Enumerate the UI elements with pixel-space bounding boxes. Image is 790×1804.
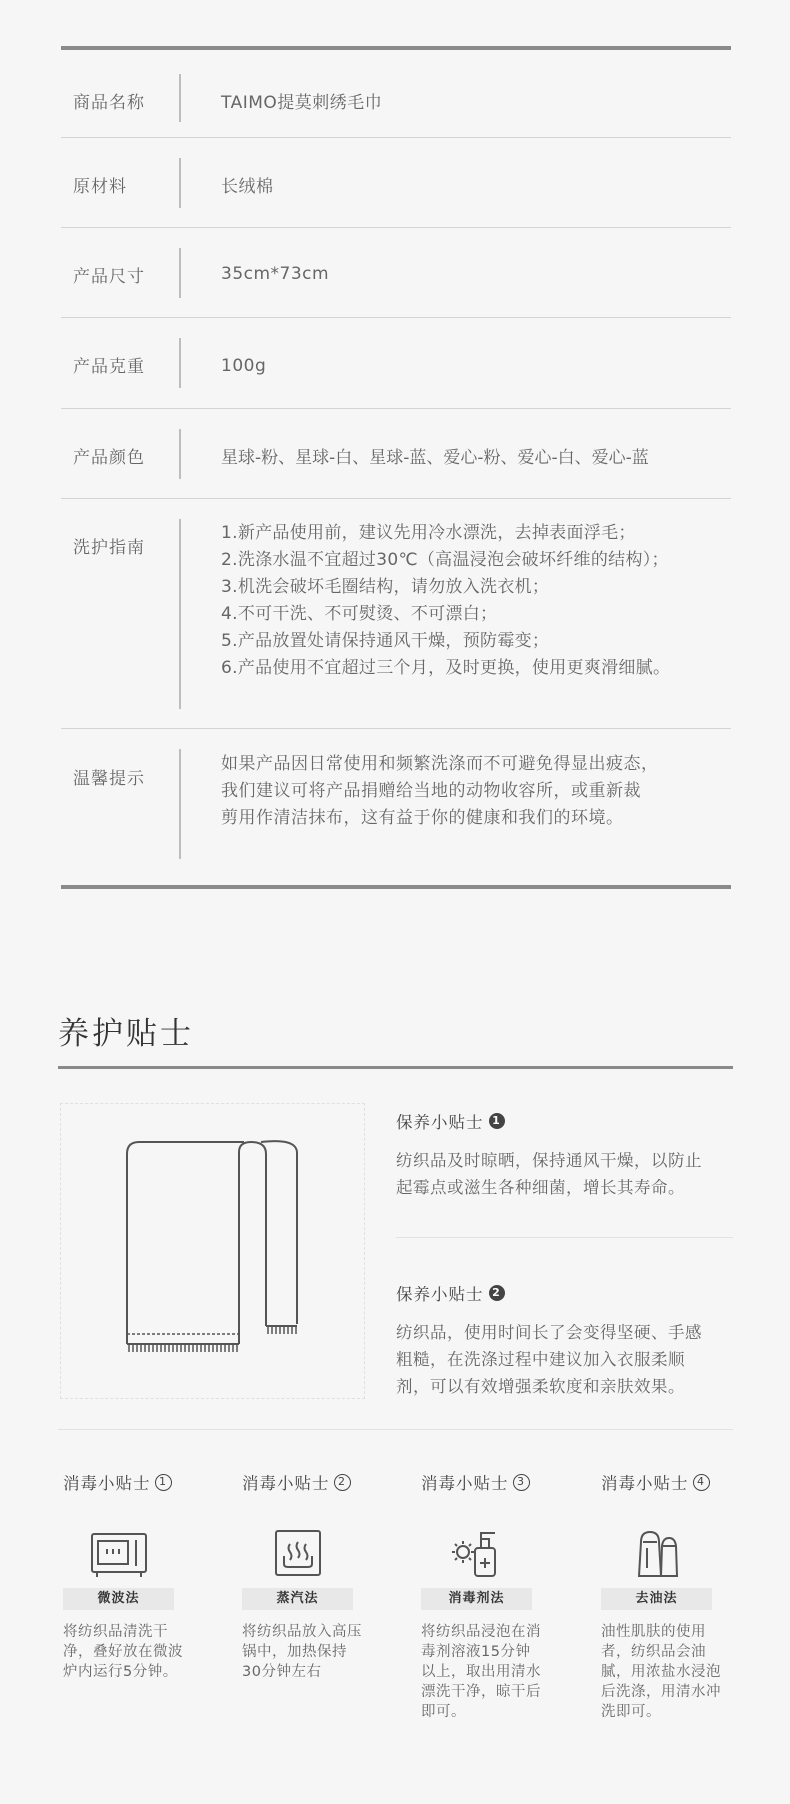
tip-number-badge: 2 (489, 1285, 505, 1301)
salt-shaker-icon (627, 1528, 687, 1580)
warm-tip-line: 剪用作清洁抹布，这有益于你的健康和我们的环境。 (221, 808, 624, 828)
spec-label: 温馨提示 (73, 769, 145, 789)
care-tip-2 (396, 1281, 736, 1400)
spec-row-name (61, 50, 731, 138)
spec-row-material (61, 138, 731, 228)
disinfect-tip-title: 消毒小贴士 (63, 1474, 151, 1493)
care-section-title: 养护贴士 (58, 1016, 194, 1052)
circled-number: 1 (155, 1474, 172, 1491)
disinfect-line: 腻，用浓盐水浸泡 (601, 1664, 721, 1680)
spec-label: 原材料 (73, 177, 127, 197)
care-tip-title: 保养小贴士 (396, 1113, 484, 1132)
care-tip-1 (396, 1109, 736, 1201)
disinfect-line: 毒剂溶液15分钟 (421, 1644, 531, 1660)
disinfect-line: 将纺织品放入高压 (242, 1624, 362, 1640)
warm-tip-line: 我们建议可将产品捐赠给当地的动物收容所，或重新裁 (221, 781, 641, 801)
towel-illustration-frame (60, 1103, 365, 1399)
method-tag: 去油法 (601, 1588, 712, 1610)
disinfect-tip-3 (421, 1470, 591, 1720)
spec-separator (179, 519, 181, 709)
disinfect-tip-title: 消毒小贴士 (242, 1474, 330, 1493)
disinfect-line: 即可。 (421, 1704, 466, 1720)
disinfect-line: 漂洗干净，晾干后 (421, 1684, 541, 1700)
method-tag: 蒸汽法 (242, 1588, 353, 1610)
care-tip-line: 粗糙，在洗涤过程中建议加入衣服柔顺 (396, 1350, 685, 1369)
disinfect-line: 后洗涤，用清水冲 (601, 1684, 721, 1700)
spec-row-color (61, 409, 731, 499)
care-title-rule (58, 1066, 733, 1069)
disinfect-line: 洗即可。 (601, 1704, 661, 1720)
disinfect-tip-1 (63, 1470, 233, 1680)
spec-row-warm-tip (61, 729, 731, 885)
spec-separator (179, 248, 181, 298)
spec-separator (179, 74, 181, 122)
tip-divider (396, 1237, 733, 1238)
disinfect-line: 将纺织品清洗干 (63, 1624, 168, 1640)
circled-number: 3 (513, 1474, 530, 1491)
method-tag: 微波法 (63, 1588, 174, 1610)
spec-row-care-guide (61, 499, 731, 729)
spec-label: 产品克重 (73, 357, 145, 377)
spec-label: 商品名称 (73, 93, 145, 113)
care-guide-line: 6.产品使用不宜超过三个月，及时更换，使用更爽滑细腻。 (221, 658, 671, 678)
spec-value: 星球-粉、星球-白、星球-蓝、爱心-粉、爱心-白、爱心-蓝 (221, 448, 649, 468)
disinfectant-icon (447, 1528, 507, 1580)
warm-tip-lines (221, 751, 659, 832)
disinfect-tip-title: 消毒小贴士 (601, 1474, 689, 1493)
microwave-icon (89, 1528, 149, 1580)
disinfect-line: 将纺织品浸泡在消 (421, 1624, 541, 1640)
care-guide-line: 1.新产品使用前，建议先用冷水漂洗，去掉表面浮毛； (221, 523, 636, 543)
disinfect-line: 锅中，加热保持 (242, 1644, 347, 1660)
spec-row-size (61, 228, 731, 318)
disinfect-line: 30分钟左右 (242, 1664, 322, 1680)
method-tag: 消毒剂法 (421, 1588, 532, 1610)
circled-number: 2 (334, 1474, 351, 1491)
spec-separator (179, 338, 181, 388)
disinfect-line: 炉内运行5分钟。 (63, 1664, 178, 1680)
spec-label: 产品颜色 (73, 448, 145, 468)
care-guide-lines (221, 520, 670, 682)
care-tip-line: 剂，可以有效增强柔软度和亲肤效果。 (396, 1377, 685, 1396)
spec-label: 洗护指南 (73, 538, 145, 558)
disinfect-tip-title: 消毒小贴士 (421, 1474, 509, 1493)
spec-value: 100g (221, 356, 267, 376)
care-guide-line: 3.机洗会破坏毛圈结构，请勿放入洗衣机； (221, 577, 550, 597)
disinfect-line: 净，叠好放在微波 (63, 1644, 183, 1660)
warm-tip-line: 如果产品因日常使用和频繁洗涤而不可避免得显出疲态， (221, 754, 659, 774)
care-guide-line: 4.不可干洗、不可熨烫、不可漂白； (221, 604, 498, 624)
spec-separator (179, 158, 181, 208)
care-tip-line: 纺织品及时晾晒，保持通风干燥，以防止 (396, 1151, 702, 1170)
disinfect-tip-2 (242, 1470, 412, 1680)
disinfect-line: 油性肌肤的使用 (601, 1624, 706, 1640)
care-divider (58, 1429, 733, 1430)
care-guide-line: 2.洗涤水温不宜超过30℃（高温浸泡会破坏纤维的结构）； (221, 550, 669, 570)
care-tip-title: 保养小贴士 (396, 1285, 484, 1304)
spec-value: 35cm*73cm (221, 264, 330, 284)
care-tip-line: 纺织品，使用时间长了会变得坚硬、手感 (396, 1323, 702, 1342)
care-tip-line: 起霉点或滋生各种细菌，增长其寿命。 (396, 1178, 685, 1197)
spec-row-weight (61, 318, 731, 409)
spec-value: 长绒棉 (221, 177, 274, 197)
tip-number-badge: 1 (489, 1113, 505, 1129)
towel-illustration (61, 1104, 366, 1400)
spec-separator (179, 749, 181, 859)
towel-fringe (129, 1326, 296, 1352)
disinfect-line: 以上，取出用清水 (421, 1664, 541, 1680)
circled-number: 4 (693, 1474, 710, 1491)
steam-icon (268, 1528, 328, 1580)
spec-table (61, 46, 731, 828)
spec-label: 产品尺寸 (73, 267, 145, 287)
care-guide-line: 5.产品放置处请保持通风干燥，预防霉变； (221, 631, 550, 651)
disinfect-tip-4 (601, 1470, 771, 1720)
disinfect-line: 者，纺织品会油 (601, 1644, 706, 1660)
spec-separator (179, 429, 181, 479)
spec-value: TAIMO提莫刺绣毛巾 (221, 93, 383, 113)
spec-bottom-rule (61, 885, 731, 889)
